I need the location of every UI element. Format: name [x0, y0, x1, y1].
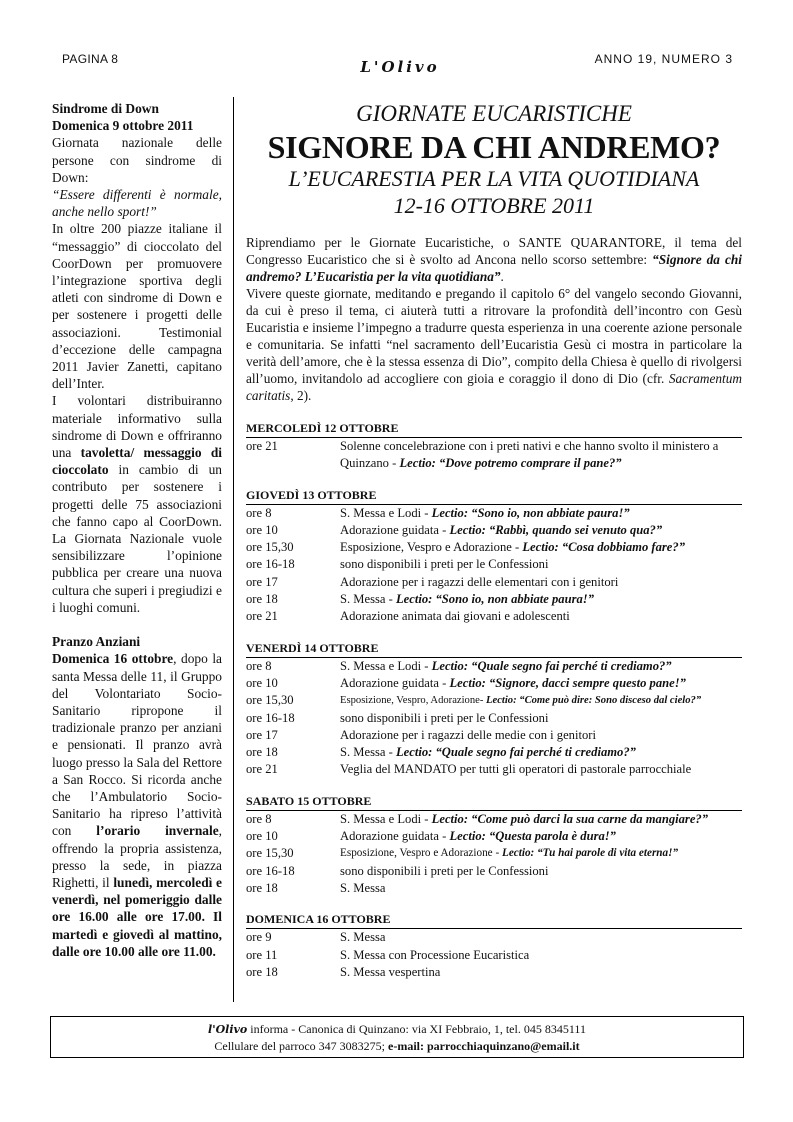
schedule-row — [246, 608, 742, 625]
day-header: MERCOLEDÌ 12 OTTOBRE — [246, 421, 742, 438]
row-activity: S. Messa vespertina — [340, 964, 441, 979]
row-activity — [340, 811, 742, 828]
row-activity-text: Adorazione guidata - — [340, 675, 450, 690]
pranzo-text-d: lunedì, mercoledì e venerdì, nel pomeriggio dalle ore 16.00 alle ore 17.00. Il martedì e giovedì al mattino, dalle ore 10.00 alle ore 11.00. — [52, 874, 222, 959]
row-activity: Adorazione per i ragazzi delle medie con i genitori — [340, 727, 596, 742]
row-activity — [340, 658, 742, 675]
row-activity: S. Messa con Processione Eucaristica — [340, 947, 530, 962]
down-date: Domenica 9 ottobre 2011 — [52, 118, 194, 134]
row-lectio: Lectio: “Sono io, non abbiate paura!” — [395, 592, 595, 607]
pranzo-body — [52, 650, 222, 960]
row-time: ore 21 — [246, 439, 278, 453]
page-number: PAGINA 8 — [62, 52, 119, 66]
row-lectio: Lectio: “Cosa dobbiamo fare?” — [522, 540, 685, 555]
schedule-row — [246, 692, 742, 709]
schedule-row — [246, 828, 742, 845]
row-time: ore 15,30 — [246, 846, 294, 861]
row-activity-text: Adorazione guidata - — [340, 522, 450, 537]
schedule-row — [246, 574, 742, 591]
sidebar — [52, 100, 222, 960]
row-time: ore 16-18 — [246, 710, 295, 725]
row-lectio: Lectio: “Dove potremo comprare il pane?” — [399, 456, 622, 471]
title-line-3: L’EUCARESTIA PER LA VITA QUOTIDIANA — [288, 166, 700, 191]
main-article — [246, 100, 742, 981]
schedule-row — [246, 539, 742, 556]
row-time: ore 15,30 — [246, 693, 294, 708]
down-title: Sindrome di Down — [52, 101, 159, 116]
schedule-row — [246, 556, 742, 573]
row-lectio: Lectio: “Quale segno fai perché ti crediamo?” — [431, 658, 672, 673]
row-activity-text: S. Messa e Lodi - — [340, 505, 432, 520]
pranzo-title: Pranzo Anziani — [52, 634, 141, 650]
row-activity: S. Messa — [340, 880, 386, 895]
row-activity: sono disponibili i preti per le Confessioni — [340, 557, 549, 572]
row-activity — [340, 438, 742, 473]
row-time: ore 9 — [246, 930, 272, 945]
title-dates: 12-16 OTTOBRE 2011 — [393, 193, 595, 218]
row-activity: Adorazione per i ragazzi delle elementari con i genitori — [340, 574, 619, 589]
down-body: In oltre 200 piazze italiane il “messaggio” di cioccolato del CoorDown per promuovere l’integrazione sportiva degli atleti con sindrome di Down e per sostenere i progetti delle associazioni. Testimonial d’eccezione delle campagna 2011 Javier Zanetti, capitano dell’Inter. — [52, 221, 222, 392]
down-quote: “Essere differenti è normale, anche nello sport!” — [52, 187, 222, 220]
column-divider — [233, 97, 234, 1002]
intro-a: Riprendiamo per le Giornate Eucaristiche, o SANTE QUARANTORE, il tema del Congresso Eucaristico che si è svolto ad Ancona nello scorso settembre: — [246, 235, 742, 267]
row-time: ore 10 — [246, 829, 278, 844]
schedule — [246, 421, 742, 981]
schedule-row — [246, 658, 742, 675]
row-activity: Adorazione animata dai giovani e adolescenti — [340, 609, 570, 624]
row-lectio: Lectio: “Tu hai parole di vita eterna!” — [501, 847, 679, 860]
row-time: ore 8 — [246, 811, 272, 826]
day-header: GIOVEDÌ 13 OTTOBRE — [246, 488, 742, 505]
row-activity-text: Esposizione, Vespro e Adorazione - — [340, 540, 523, 555]
intro2-a: Vivere queste giornate, meditando e pregando il capitolo 6° del vangelo secondo Giovanni, da cui è preso il tema, ci aiuterà tutti a ritrovare la profondità dell’incontro con Gesù Eucaristia e insieme l’impegno a tradurre questa esperienza in una coerente azione personale e comunitaria. Se infatti “nel sacramento dell’Eucaristia Gesù ci mostra in particolare la verità dell’amore, che è la stessa essenza di Dio”, compito della Chiesa è quello di rivolgersi all’uomo, invitandolo ad accogliere con gioia e coraggio il dono di Dio (cfr. — [246, 286, 742, 386]
row-activity — [340, 539, 742, 556]
row-activity — [340, 845, 742, 862]
row-time: ore 17 — [246, 727, 278, 742]
row-activity: S. Messa — [340, 930, 386, 945]
row-lectio: Lectio: “Sono io, non abbiate paura!” — [431, 505, 630, 520]
title-line-1: GIORNATE EUCARISTICHE — [356, 101, 632, 126]
row-time: ore 11 — [246, 947, 278, 962]
row-activity — [340, 522, 742, 539]
row-lectio: Lectio: “Signore, dacci sempre questo pane!” — [449, 675, 686, 690]
row-activity-text: Esposizione, Vespro, Adorazione- — [340, 695, 487, 707]
intro2-c: , 2). — [290, 388, 312, 403]
title-line-2: SIGNORE DA CHI ANDREMO? — [267, 129, 721, 165]
row-time: ore 15,30 — [246, 540, 294, 555]
row-time: ore 18 — [246, 880, 278, 895]
schedule-row — [246, 964, 742, 981]
row-activity — [340, 591, 742, 608]
row-time: ore 18 — [246, 592, 278, 607]
intro-c: . — [500, 269, 504, 284]
row-lectio: Lectio: “Come può dire: Sono disceso dal cielo?” — [486, 695, 702, 707]
row-activity — [340, 692, 742, 709]
row-activity — [340, 828, 742, 845]
row-lectio: Lectio: “Come può darci la sua carne da mangiare?” — [431, 811, 709, 826]
row-activity-text: S. Messa - — [340, 745, 396, 760]
footer-line-2 — [51, 1038, 743, 1054]
issue-number: ANNO 19, NUMERO 3 — [594, 52, 733, 66]
schedule-row — [246, 727, 742, 744]
footer-phone: Cellulare del parroco 347 3083275; — [214, 1039, 389, 1053]
row-time: ore 16-18 — [246, 863, 295, 878]
row-activity-text: S. Messa - — [340, 592, 396, 607]
row-time: ore 8 — [246, 505, 272, 520]
schedule-row — [246, 863, 742, 880]
day-header: SABATO 15 OTTOBRE — [246, 794, 742, 811]
row-time: ore 21 — [246, 609, 278, 624]
row-time: ore 16-18 — [246, 557, 295, 572]
schedule-row — [246, 675, 742, 692]
row-time: ore 18 — [246, 745, 278, 760]
day-header: DOMENICA 16 OTTOBRE — [246, 912, 742, 929]
pranzo-date: Domenica 16 ottobre — [52, 651, 174, 667]
schedule-row — [246, 522, 742, 539]
row-activity — [340, 505, 742, 522]
row-time: ore 17 — [246, 574, 278, 589]
intro2-b: Sacramentum caritatis — [246, 371, 742, 403]
row-activity: sono disponibili i preti per le Confessioni — [340, 863, 549, 878]
schedule-row — [246, 929, 742, 946]
schedule-row — [246, 811, 742, 828]
footer-email[interactable]: e-mail: parrocchiaquinzano@email.it — [388, 1039, 580, 1053]
row-time: ore 8 — [246, 658, 272, 673]
pranzo-text-c: , offrendo la propria assistenza, presso la sede, in piazza Righetti, il — [52, 823, 223, 890]
schedule-row — [246, 505, 742, 522]
schedule-row — [246, 845, 742, 862]
down-volunteers-b: tavoletta/ messaggio di cioccolato — [52, 445, 222, 478]
row-activity-text: S. Messa e Lodi - — [340, 811, 432, 826]
schedule-row — [246, 880, 742, 897]
row-activity-text: Adorazione guidata - — [340, 829, 450, 844]
schedule-row — [246, 947, 742, 964]
intro-paragraph — [246, 234, 742, 285]
row-time: ore 10 — [246, 522, 278, 537]
down-volunteers — [52, 392, 222, 616]
intro-b: “Signore da chi andremo? L’Eucaristia per la vita quotidiana” — [246, 252, 742, 284]
footer-box — [50, 1016, 744, 1058]
footer-address: informa - Canonica di Quinzano: via XI Febbraio, 1, tel. 045 8345111 — [247, 1022, 586, 1036]
pranzo-text-b: l’orario invernale — [96, 823, 219, 839]
row-time: ore 21 — [246, 762, 278, 777]
footer-line-1 — [51, 1021, 743, 1038]
row-lectio: Lectio: “Quale segno fai perché ti crediamo?” — [395, 745, 636, 760]
row-time: ore 18 — [246, 964, 278, 979]
row-activity-text: Solenne concelebrazione con i preti nativi e che hanno svolto il ministero a Quinzano - — [340, 439, 719, 471]
schedule-row — [246, 744, 742, 761]
schedule-row — [246, 438, 742, 473]
row-activity: sono disponibili i preti per le Confessioni — [340, 710, 549, 725]
row-activity: Veglia del MANDATO per tutti gli operatori di pastorale parrocchiale — [340, 762, 692, 777]
row-activity — [340, 675, 742, 692]
pranzo-text-a: , dopo la santa Messa delle 11, il Gruppo del Volontariato Socio-Sanitario ripropone il tradizionale pranzo per anziani e pensionati. Il pranzo avrà luogo presso la Sala del Rettore a San Rocco. Si ricorda anche che l’Ambulatorio Socio-Sanitario ha ripreso l’attività con — [52, 651, 222, 839]
row-lectio: Lectio: “Questa parola è dura!” — [449, 829, 616, 844]
schedule-row — [246, 761, 742, 778]
row-time: ore 10 — [246, 675, 278, 690]
row-activity-text: Esposizione, Vespro e Adorazione - — [340, 847, 502, 860]
intro-paragraph-2 — [246, 285, 742, 404]
row-lectio: Lectio: “Rabbì, quando sei venuto qua?” — [449, 522, 663, 537]
schedule-row — [246, 710, 742, 727]
row-activity-text: S. Messa e Lodi - — [340, 658, 432, 673]
down-volunteers-c: in cambio di un contributo per sostenere i progetti delle 75 associazioni che fanno capo al CoorDown. La Giornata Nazionale vuole sensibilizzare l’opinione pubblica per creare una nuova cultura che superi i pregiudizi e i luoghi comuni. — [52, 462, 222, 615]
down-intro: Giornata nazionale delle persone con sindrome di Down: — [52, 135, 222, 185]
down-volunteers-a: I volontari distribuiranno materiale informativo sulla sindrome di Down e offriranno una — [52, 393, 222, 461]
newsletter-logo: L'Olivo — [360, 58, 440, 76]
schedule-row — [246, 591, 742, 608]
row-activity — [340, 744, 742, 761]
footer-brand: l'Olivo — [208, 1023, 248, 1036]
day-header: VENERDÌ 14 OTTOBRE — [246, 641, 742, 658]
